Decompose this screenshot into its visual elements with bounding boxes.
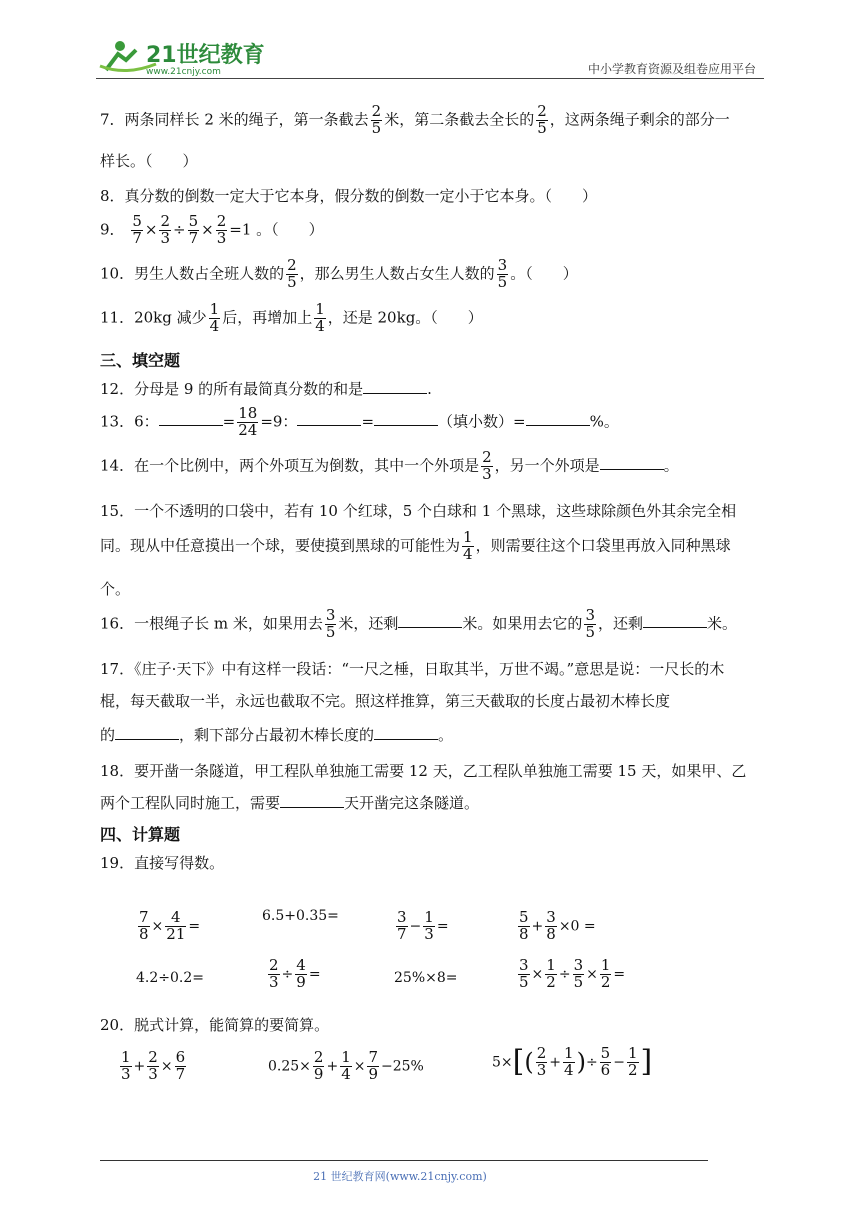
site-logo <box>96 36 266 78</box>
answer-blank[interactable] <box>115 725 179 740</box>
logo-text: 21世纪教育 <box>146 43 265 68</box>
question-7: 7．两条同样长 2 米的绳子，第一条截去 $\frac{2}{5}$ 米，第二条截去全长的 $\frac{2}{5}$ ，这两条绳子剩余的部分一 <box>100 102 730 137</box>
section-fill-in: 三、填空题 <box>100 351 181 370</box>
question-12: 12．分母是 9 的所有最简真分数的和是 . <box>100 380 432 398</box>
question-7-cont: 样长。（ ） <box>100 152 198 170</box>
question-14: 14．在一个比例中，两个外项互为倒数，其中一个外项是 $\frac{2}{3}$ ，另一个外项是 。 <box>100 448 679 483</box>
question-18-cont: 两个工程队同时施工，需要 天开凿完这条隧道。 <box>100 794 480 812</box>
fraction: $\frac{2}{5}$ <box>371 102 382 137</box>
header-divider <box>96 78 764 79</box>
answer-blank[interactable] <box>600 455 664 470</box>
section-calculation: 四、计算题 <box>100 825 181 844</box>
calc-item: $\frac{3}{5}$ × $\frac{1}{2}$ ÷ $\frac{3}{5}$ × $\frac{1}{2}$ = <box>519 956 626 991</box>
calc-item: 4.2÷0.2= <box>136 970 204 986</box>
answer-blank[interactable] <box>297 411 361 426</box>
header-platform-text: 中小学教育资源及组卷应用平台 <box>587 62 756 76</box>
question-11: 11．20kg 减少 $\frac{1}{4}$ 后，再增加上 $\frac{1}{4}$ ，还是 20kg。（ ） <box>100 300 483 335</box>
question-15: 15．一个不透明的口袋中，若有 10 个红球，5 个白球和 1 个黑球，这些球除颜色外其余完全相 <box>100 502 737 520</box>
answer-blank[interactable] <box>280 793 344 808</box>
logo-url: www.21cnjy.com <box>146 67 221 77</box>
fraction: $\frac{2}{5}$ <box>537 102 547 137</box>
answer-blank[interactable] <box>526 411 590 426</box>
question-17-end: 的 ，剩下部分占最初木棒长度的 。 <box>100 726 454 744</box>
question-13: 13．6： = $\frac{18}{24}$ =9： = （填小数）= %。 <box>100 404 619 439</box>
calc-expression: 0.25× $\frac{2}{9}$ + $\frac{1}{4}$ × $\frac{7}{9}$ −25% <box>268 1048 424 1083</box>
footer-text[interactable]: 21 世纪教育网(www.21cnjy.com) <box>313 1170 487 1183</box>
question-10: 10．男生人数占全班人数的 $\frac{2}{5}$ ，那么男生人数占女生人数的 $\frac{3}{5}$ 。（ ） <box>100 256 578 291</box>
calc-expression: $\frac{1}{3}$ + $\frac{2}{3}$ × $\frac{6}{7}$ <box>121 1048 186 1083</box>
question-15-end: 个。 <box>100 580 131 598</box>
question-15-cont: 同。现从中任意摸出一个球，要使摸到黑球的可能性为 $\frac{1}{4}$ ，则需要往这个口袋里再放入同种黑球 <box>100 528 731 563</box>
question-19: 19．直接写得数。 <box>100 854 225 872</box>
calc-item: $\frac{2}{3}$ ÷ $\frac{4}{9}$ = <box>269 956 321 991</box>
answer-blank[interactable] <box>363 379 427 394</box>
calc-item: 25%×8= <box>394 970 458 986</box>
question-17: 17．《庄子·天下》中有这样一段话：“一尺之棰，日取其半，万世不竭。”意思是说：一尺长的木 <box>100 660 725 678</box>
calc-item: 6.5+0.35= <box>262 908 339 924</box>
question-8: 8．真分数的倒数一定大于它本身，假分数的倒数一定小于它本身。（ ） <box>100 187 598 205</box>
calc-item: $\frac{5}{8}$ + $\frac{3}{8}$ ×0 = <box>519 908 596 943</box>
question-17-cont: 棍，每天截取一半，永远也截取不完。照这样推算，第三天截取的长度占最初木棒长度 <box>100 692 671 710</box>
question-16: 16．一根绳子长 m 米，如果用去 $\frac{3}{5}$ 米，还剩 米。如果用去它的 $\frac{3}{5}$ ，还剩 米。 <box>100 606 738 641</box>
calc-item: $\frac{3}{7}$ − $\frac{1}{3}$ = <box>397 908 449 943</box>
answer-blank[interactable] <box>159 411 223 426</box>
question-18: 18．要开凿一条隧道，甲工程队单独施工需要 12 天，乙工程队单独施工需要 15 天，如果甲、乙 <box>100 762 747 780</box>
answer-blank[interactable] <box>374 725 438 740</box>
question-9: 9． $\frac{5}{7}$ × $\frac{2}{3}$ ÷ $\frac{5}{7}$ × $\frac{2}{3}$ =1 。（ ） <box>100 212 324 247</box>
question-20: 20．脱式计算，能简算的要简算。 <box>100 1016 330 1034</box>
calc-expression: 5×[( $\frac{2}{3}$ + $\frac{1}{4}$ )÷ $\frac{5}{6}$ − $\frac{1}{2}$ ] <box>492 1044 653 1080</box>
answer-blank[interactable] <box>374 411 438 426</box>
answer-blank[interactable] <box>643 613 707 628</box>
answer-blank[interactable] <box>398 613 462 628</box>
calc-item: $\frac{7}{8}$ × $\frac{4}{21}$ = <box>139 908 201 943</box>
footer-divider <box>100 1160 708 1161</box>
